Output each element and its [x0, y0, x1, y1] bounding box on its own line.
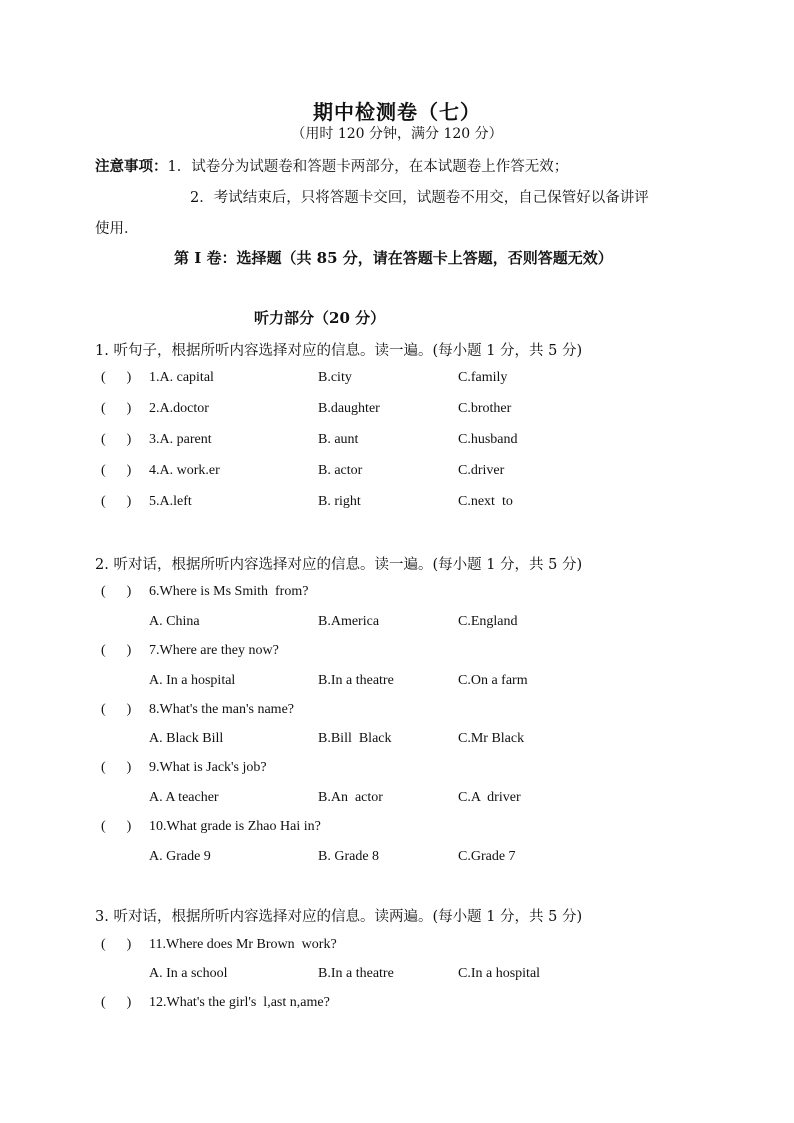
- notes-item-2: 2．考试结束后，只将答题卡交回，试题卷不用交，自己保管好以备讲评: [190, 190, 649, 206]
- notes-line-1: [95, 155, 568, 176]
- answer-blank[interactable]: ( ): [101, 643, 132, 658]
- answer-blank[interactable]: ( ): [101, 995, 132, 1010]
- question-stem-row: [0, 584, 794, 604]
- question-stem-row: [0, 937, 794, 957]
- option-c: C.Grade 7: [458, 849, 516, 864]
- option-b: B. aunt: [318, 432, 359, 447]
- answer-blank[interactable]: ( ): [101, 584, 132, 599]
- question-stem: 8.What's the man's name?: [149, 702, 294, 717]
- option-c: C.driver: [458, 463, 505, 478]
- option-a: 4.A. work.er: [149, 463, 220, 478]
- question-stem: 7.Where are they now?: [149, 643, 279, 658]
- option-b: B.In a theatre: [318, 966, 394, 981]
- answer-blank[interactable]: ( ): [101, 494, 132, 509]
- notes-label: 注意事项：: [95, 158, 168, 175]
- question-stem-row: [0, 643, 794, 663]
- answer-blank[interactable]: ( ): [101, 819, 132, 834]
- option-b: B.An actor: [318, 790, 383, 805]
- notes-item-1: 1．试卷分为试题卷和答题卡两部分，在本试题卷上作答无效；: [167, 159, 569, 175]
- question-stem: 11.Where does Mr Brown work?: [149, 937, 337, 952]
- option-a: 1.A. capital: [149, 370, 214, 385]
- option-a: A. China: [149, 614, 200, 629]
- option-b: B. Grade 8: [318, 849, 380, 864]
- option-c: C.husband: [458, 432, 518, 447]
- part1-heading: 第 I 卷：选择题（共 85 分，请在答题卡上答题，否则答题无效）: [174, 249, 613, 267]
- question-stem-row: [0, 995, 794, 1015]
- option-a: 2.A.doctor: [149, 401, 209, 416]
- options-row: [0, 849, 794, 869]
- answer-blank[interactable]: ( ): [101, 760, 132, 775]
- question-row: [0, 463, 794, 483]
- option-a: A. In a school: [149, 966, 228, 981]
- answer-blank[interactable]: ( ): [101, 937, 132, 952]
- option-c: C.On a farm: [458, 673, 528, 688]
- option-a: A. In a hospital: [149, 673, 236, 688]
- question-stem: 9.What is Jack's job?: [149, 760, 267, 775]
- answer-blank[interactable]: ( ): [101, 702, 132, 717]
- option-a: 3.A. parent: [149, 432, 212, 447]
- options-row: [0, 614, 794, 634]
- option-b: B.America: [318, 614, 380, 629]
- option-b: B.daughter: [318, 401, 380, 416]
- answer-blank[interactable]: ( ): [101, 463, 132, 478]
- section1-instruction: 1. 听句子，根据所听内容选择对应的信息。读一遍。(每小题 1 分，共 5 分): [95, 343, 583, 359]
- question-stem-row: [0, 702, 794, 722]
- option-c: C.Mr Black: [458, 731, 525, 746]
- question-stem-row: [0, 819, 794, 839]
- question-stem: 10.What grade is Zhao Hai in?: [149, 819, 321, 834]
- section3-instruction: 3. 听对话，根据所听内容选择对应的信息。读两遍。(每小题 1 分，共 5 分): [95, 909, 583, 925]
- listening-heading: 听力部分（20 分）: [254, 309, 386, 327]
- option-c: C.family: [458, 370, 508, 385]
- answer-blank[interactable]: ( ): [101, 401, 132, 416]
- answer-blank[interactable]: ( ): [101, 370, 132, 385]
- option-b: B.Bill Black: [318, 731, 392, 746]
- option-c: C.In a hospital: [458, 966, 541, 981]
- question-row: [0, 401, 794, 421]
- option-c: C.brother: [458, 401, 512, 416]
- notes-item-2-cont: 使用．: [95, 221, 139, 237]
- option-b: B.city: [318, 370, 352, 385]
- option-b: B.In a theatre: [318, 673, 394, 688]
- question-row: [0, 370, 794, 390]
- option-a: A. A teacher: [149, 790, 219, 805]
- question-stem: 6.Where is Ms Smith from?: [149, 584, 309, 599]
- option-a: 5.A.left: [149, 494, 192, 509]
- option-a: A. Black Bill: [149, 731, 224, 746]
- question-stem-row: [0, 760, 794, 780]
- options-row: [0, 731, 794, 751]
- option-c: C.England: [458, 614, 518, 629]
- answer-blank[interactable]: ( ): [101, 432, 132, 447]
- page-subtitle: （用时 120 分钟，满分 120 分）: [291, 126, 503, 142]
- option-b: B. right: [318, 494, 361, 509]
- options-row: [0, 673, 794, 693]
- option-a: A. Grade 9: [149, 849, 211, 864]
- question-row: [0, 432, 794, 452]
- question-stem: 12.What's the girl's l,ast n,ame?: [149, 995, 330, 1010]
- options-row: [0, 790, 794, 810]
- section2-instruction: 2. 听对话，根据所听内容选择对应的信息。读一遍。(每小题 1 分，共 5 分): [95, 557, 583, 573]
- option-b: B. actor: [318, 463, 363, 478]
- options-row: [0, 966, 794, 986]
- option-c: C.A driver: [458, 790, 521, 805]
- question-row: [0, 494, 794, 514]
- page-title: 期中检测卷（七）: [313, 100, 481, 124]
- option-c: C.next to: [458, 494, 513, 509]
